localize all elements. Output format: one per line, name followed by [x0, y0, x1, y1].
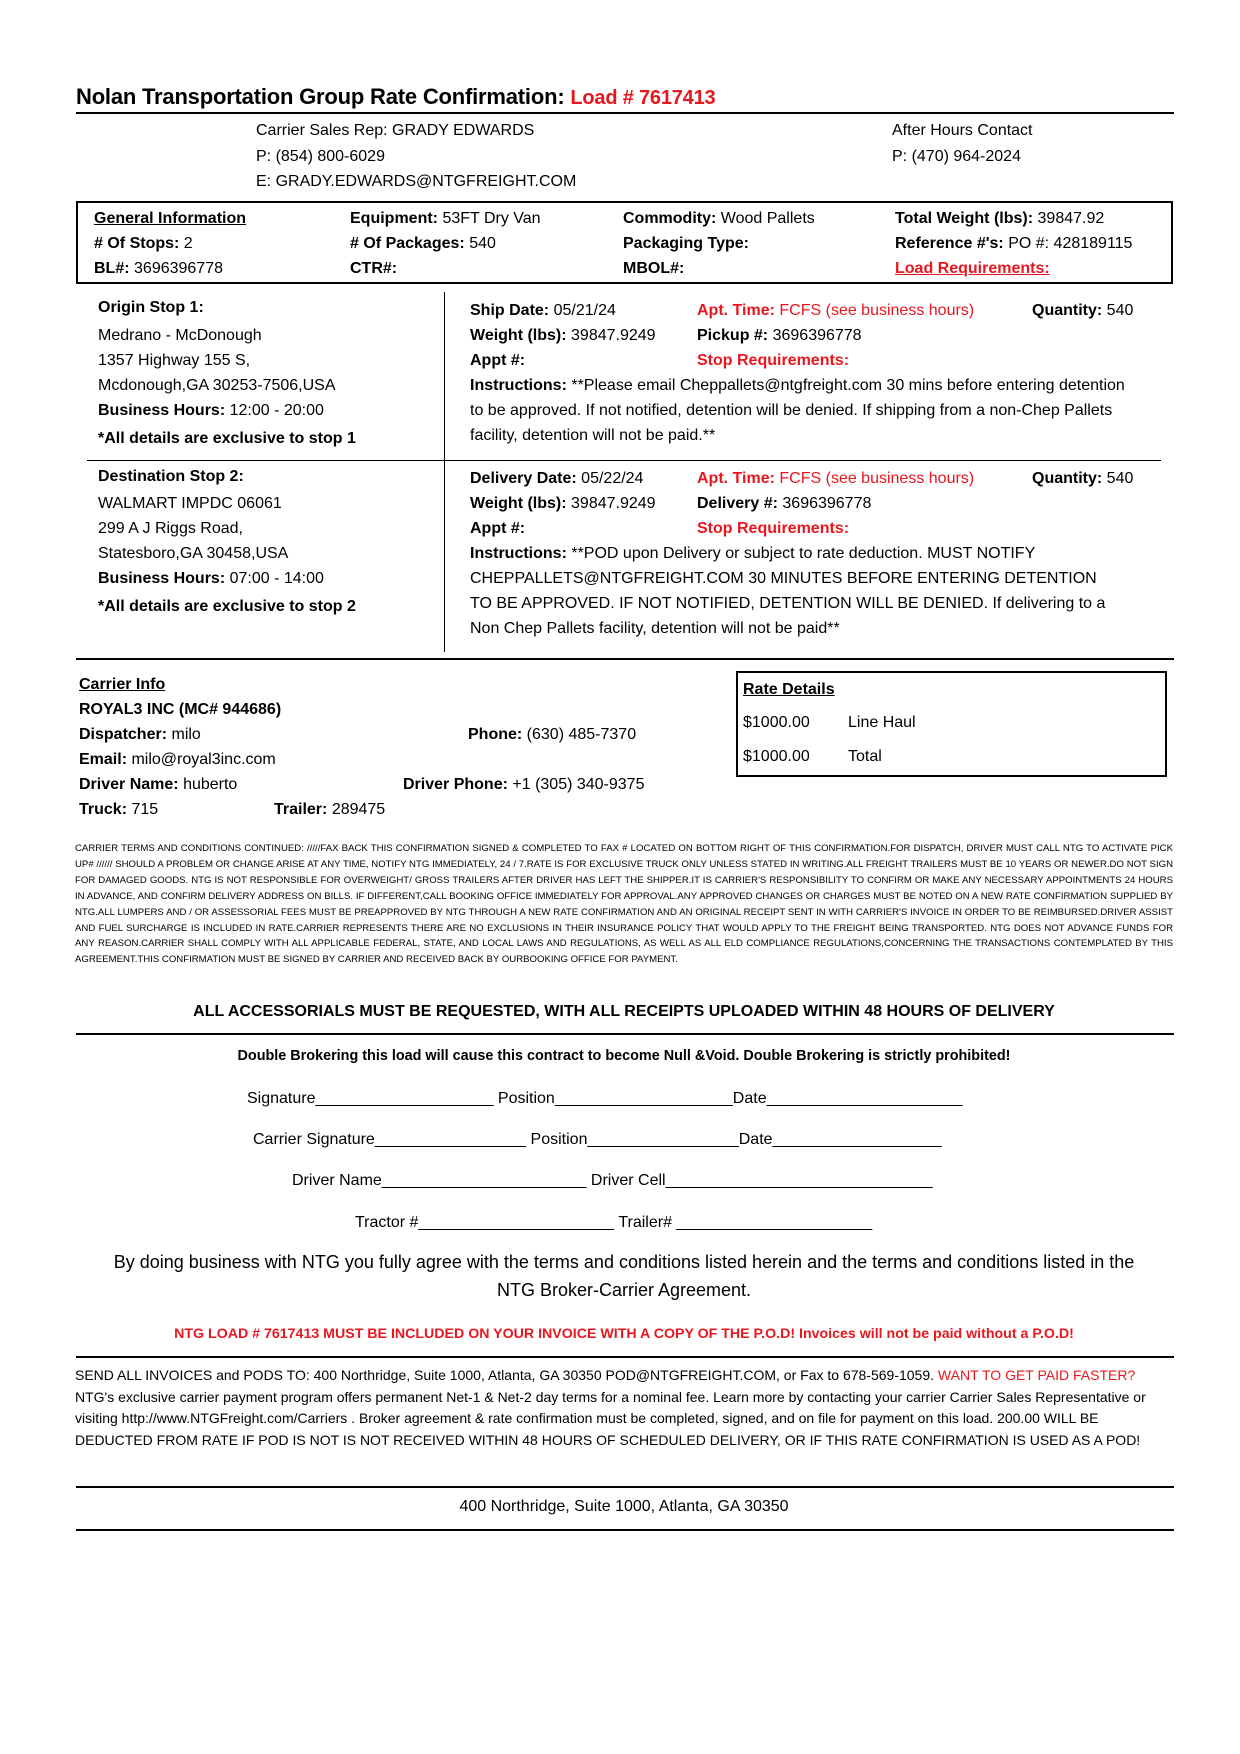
- destination-name: WALMART IMPDC 06061: [98, 495, 282, 512]
- commodity: Commodity: Wood Pallets: [623, 210, 815, 227]
- rate-total-amount: $1000.00: [743, 748, 810, 765]
- destination-address-line1: 299 A J Riggs Road,: [98, 520, 243, 537]
- rate-details-heading: Rate Details: [743, 681, 835, 698]
- carrier-phone: Phone: (630) 485-7370: [468, 726, 637, 743]
- tractor-trailer-line: Tractor #______________________ Trailer# ______________________: [355, 1214, 873, 1231]
- after-hours-phone: P: (470) 964-2024: [892, 148, 1021, 165]
- load-requirements-link[interactable]: Load Requirements:: [895, 260, 1050, 277]
- invoice-rule: [76, 1486, 1174, 1488]
- pod-rule: [76, 1356, 1174, 1358]
- ship-date: Ship Date: 05/21/24: [470, 302, 616, 319]
- driver-phone: Driver Phone: +1 (305) 340-9375: [403, 776, 645, 793]
- destination-heading: Destination Stop 2:: [98, 468, 244, 485]
- driver-line: Driver Name_______________________ Driver Cell______________________________: [292, 1172, 933, 1189]
- sales-rep-email: E: GRADY.EDWARDS@NTGFREIGHT.COM: [256, 173, 577, 190]
- invoice-instructions: SEND ALL INVOICES and PODS TO: 400 Northridge, Suite 1000, Atlanta, GA 30350 POD@NTGFREIGHT.COM, or Fax to 678-569-1059. WANT TO GET PAID FASTER? NTG's exclusive carrier payment program offers permanent Net-1 & Net-2 day terms for a nominal fee. Learn more by contacting your carrier Carrier Sales Representative or visiting http://www.NTGFreight.com/Carriers . Broker agreement & rate confirmation must be completed, signed, and on file for payment on this load. 200.00 WILL BE DEDUCTED FROM RATE IF POD IS NOT IS NOT RECEIVED WITHIN 48 HOURS OF SCHEDULED DELIVERY, OR IF THIS RATE CONFIRMATION IS USED AS A POD!: [75, 1367, 1146, 1448]
- carrier-name: ROYAL3 INC (MC# 944686): [79, 701, 282, 718]
- bl-number: BL#: 3696396778: [94, 260, 223, 277]
- destination-apt-time: Apt. Time: FCFS (see business hours): [697, 470, 975, 487]
- title-text: Nolan Transportation Group Rate Confirmation:: [76, 84, 565, 109]
- accessorials-rule: [76, 1033, 1174, 1035]
- load-number: Load # 7617413: [570, 87, 716, 109]
- after-hours-label: After Hours Contact: [892, 122, 1033, 139]
- trailer-number: Trailer: 289475: [274, 801, 386, 818]
- destination-instructions-line4: Non Chep Pallets facility, detention will not be paid**: [470, 620, 840, 637]
- ctr-number: CTR#:: [350, 260, 398, 277]
- carrier-email: Email: milo@royal3inc.com: [79, 751, 276, 768]
- destination-appt-number: Appt #:: [470, 520, 526, 537]
- accessorials-notice: ALL ACCESSORIALS MUST BE REQUESTED, WITH ALL RECEIPTS UPLOADED WITHIN 48 HOURS OF DELIVERY: [193, 1003, 1055, 1020]
- double-brokering-notice: Double Brokering this load will cause this contract to become Null &Void. Double Brokering is strictly prohibited!: [237, 1048, 1011, 1064]
- carrier-info-heading: Carrier Info: [79, 676, 166, 693]
- rate-line-haul-label: Line Haul: [848, 714, 916, 731]
- origin-apt-time: Apt. Time: FCFS (see business hours): [697, 302, 975, 319]
- stops-count: # Of Stops: 2: [94, 235, 193, 252]
- dispatcher: Dispatcher: milo: [79, 726, 201, 743]
- delivery-number: Delivery #: 3696396778: [697, 495, 872, 512]
- stops-bottom-rule: [76, 658, 1174, 660]
- origin-weight: Weight (lbs): 39847.9249: [470, 327, 656, 344]
- destination-weight: Weight (lbs): 39847.9249: [470, 495, 656, 512]
- destination-business-hours: Business Hours: 07:00 - 14:00: [98, 570, 324, 587]
- general-info-heading: General Information: [94, 210, 247, 227]
- origin-exclusive-note: *All details are exclusive to stop 1: [98, 430, 356, 447]
- signature-line: Signature____________________ Position____________________Date______________________: [247, 1090, 963, 1107]
- agreement-line2: NTG Broker-Carrier Agreement.: [496, 1280, 752, 1300]
- footer-address: 400 Northridge, Suite 1000, Atlanta, GA 30350: [459, 1498, 789, 1515]
- equipment: Equipment: 53FT Dry Van: [350, 210, 541, 227]
- stops-divider: [444, 292, 445, 652]
- rate-line-haul-amount: $1000.00: [743, 714, 810, 731]
- driver-name: Driver Name: huberto: [79, 776, 238, 793]
- origin-name: Medrano - McDonough: [98, 327, 262, 344]
- origin-appt-number: Appt #:: [470, 352, 526, 369]
- packaging-type: Packaging Type:: [623, 235, 749, 252]
- origin-stop-requirements: Stop Requirements:: [697, 352, 850, 369]
- mbol-number: MBOL#:: [623, 260, 685, 277]
- sales-rep-phone: P: (854) 800-6029: [256, 148, 385, 165]
- truck-number: Truck: 715: [79, 801, 159, 818]
- destination-address-line2: Statesboro,GA 30458,USA: [98, 545, 289, 562]
- rate-total-label: Total: [848, 748, 882, 765]
- sales-rep: Carrier Sales Rep: GRADY EDWARDS: [256, 122, 535, 139]
- origin-instructions-line1: Instructions: **Please email Cheppallets@ntgfreight.com 30 mins before entering detention: [470, 377, 1125, 394]
- destination-instructions-line1: Instructions: **POD upon Delivery or subject to rate deduction. MUST NOTIFY: [470, 545, 1036, 562]
- origin-address-line2: Mcdonough,GA 30253-7506,USA: [98, 377, 336, 394]
- origin-instructions-line2: to be approved. If not notified, detention will be denied. If shipping from a non-Chep Pallets: [470, 402, 1113, 419]
- packages-count: # Of Packages: 540: [350, 235, 496, 252]
- destination-instructions-line3: TO BE APPROVED. IF NOT NOTIFIED, DETENTION WILL BE DENIED. If delivering to a: [470, 595, 1106, 612]
- destination-instructions-line2: CHEPPALLETS@NTGFREIGHT.COM 30 MINUTES BEFORE ENTERING DETENTION: [470, 570, 1097, 587]
- footer-rule: [76, 1529, 1174, 1531]
- origin-address-line1: 1357 Highway 155 S,: [98, 352, 251, 369]
- reference-numbers: Reference #'s: PO #: 428189115: [895, 235, 1133, 252]
- pickup-number: Pickup #: 3696396778: [697, 327, 862, 344]
- destination-exclusive-note: *All details are exclusive to stop 2: [98, 598, 356, 615]
- delivery-date: Delivery Date: 05/22/24: [470, 470, 644, 487]
- stop-separator: [87, 460, 1161, 461]
- title-rule: [76, 112, 1174, 114]
- page-title: [76, 84, 715, 110]
- agreement-line1: By doing business with NTG you fully agree with the terms and conditions listed herein and the terms and conditions listed in the: [113, 1252, 1135, 1272]
- carrier-signature-line: Carrier Signature_________________ Position_________________Date___________________: [253, 1131, 942, 1148]
- destination-stop-requirements: Stop Requirements:: [697, 520, 850, 537]
- origin-quantity: Quantity: 540: [1032, 302, 1134, 319]
- origin-business-hours: Business Hours: 12:00 - 20:00: [98, 402, 324, 419]
- terms-and-conditions: CARRIER TERMS AND CONDITIONS CONTINUED: /////FAX BACK THIS CONFIRMATION SIGNED & COMPLETED TO FAX # LOCATED ON BOTTOM RIGHT OF THIS CONFIRMATION.FOR DISPATCH, DRIVER MUST CALL NTG TO ACTIVATE PICK UP# ////// SHOULD A PROBLEM OR CHANGE ARISE AT ANY TIME, NOTIFY NTG IMMEDIATELY, 24 / 7.RATE IS FOR EXCLUSIVE TRUCK ONLY UNLESS STATED IN WRITING.ALL FREIGHT TRAILERS MUST BE 10 YEARS OR NEWER.DO NOT SIGN FOR DAMAGED GOODS. NTG IS NOT RESPONSIBLE FOR OVERWEIGHT/ GROSS TRAILERS AFTER DRIVER HAS LEFT THE SHIPPER.IT IS CARRIER'S RESPONSIBILITY TO CONFIRM OR MAKE ANY NECESSARY APPOINTMENTS 24 HOURS IN ADVANCE, AND CONFIRM DELIVERY ADDRESS ON BILLS. IF DIFFERENT,CALL BOOKING OFFICE IMMEDIATELY FOR APPROVAL.ANY APPROVED CHANGES OR CHARGES MUST BE NOTED ON A NEW RATE CONFIRMATION SUPPLIED BY NTG.ALL LUMPERS AND / OR ASSESSORIAL FEES MUST BE PREAPPROVED BY NTG THROUGH A NEW RATE CONFIRMATION AND AN ORIGINAL RECEIPT SENT IN WITH CARRIER'S INVOICE IN ORDER TO BE REIMBURSED.DRIVER ASSIST AND FUEL SURCHARGE IS INCLUDED IN RATE.CARRIER REPRESENTS THERE ARE NO EXCLUSIONS IN THEIR INSURANCE POLICY THAT WOULD APPLY TO THE FREIGHT BEING TRANSPORTED. NTG DOES NOT ADVANCE FUNDS FOR ANY REASON.CARRIER SHALL COMPLY WITH ALL APPLICABLE FEDERAL, STATE, AND LOCAL LAWS AND REGULATIONS, AS WELL AS ALL ELD COMPLIANCE REGULATIONS,CONCERNING THE TRANSACTIONS CONTEMPLATED BY THIS AGREEMENT.THIS CONFIRMATION MUST BE SIGNED BY CARRIER AND RECEIVED BACK BY OURBOOKING OFFICE FOR PAYMENT.: [75, 843, 1173, 966]
- total-weight: Total Weight (lbs): 39847.92: [895, 210, 1105, 227]
- pod-notice: NTG LOAD # 7617413 MUST BE INCLUDED ON YOUR INVOICE WITH A COPY OF THE P.O.D! Invoices will not be paid without a P.O.D!: [174, 1326, 1074, 1342]
- destination-quantity: Quantity: 540: [1032, 470, 1134, 487]
- origin-heading: Origin Stop 1:: [98, 299, 204, 316]
- origin-instructions-line3: facility, detention will not be paid.**: [470, 427, 716, 444]
